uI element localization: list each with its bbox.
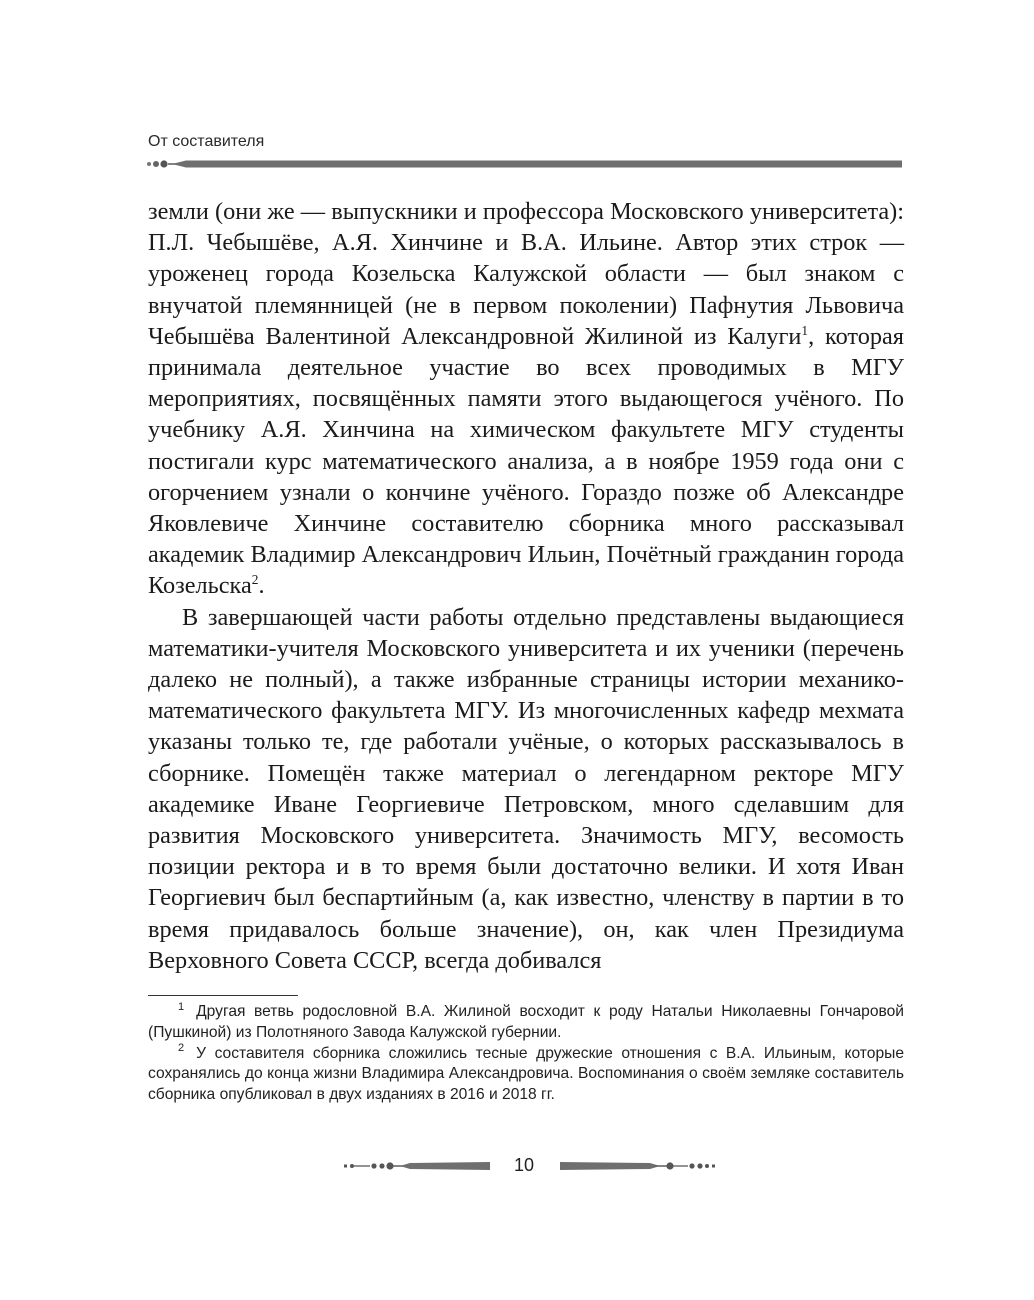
header-ornament-rule [146, 157, 904, 171]
paragraph-1-text-end: . [258, 572, 265, 600]
page-number: 10 [513, 1155, 535, 1175]
page-footer [0, 1155, 1034, 1179]
paragraph-1-text-a: земли (они же — выпускники и профессора Московского университета): П.Л. Чебышёве, А.Я. Хинчине и В.А. Ильине. Автор этих строк — уроженец города Козельска Калужской области — был знаком с внучатой племянницей (не в первом поколении) Пафнутия Львовича Чебышёва Валентиной Александровной Жилиной из Калуги [148, 198, 904, 350]
footnote-1 [148, 1002, 904, 1044]
paragraph-2: В завершающей части работы отдельно представлены выдающиеся математики-учителя Московского университета и их ученики (перечень далеко не полный), а также избранные страницы истории механико-математического факультета МГУ. Из многочисленных кафедр мехмата указаны только те, где работали учёные, о которых рассказывалось в сборнике. Помещён также материал о легендарном ректоре МГУ академике Иване Георгиевиче Петровском, много сделавшим для развития Московского университета. Значимость МГУ, весомость позиции ректора и в то время были достаточно велики. И хотя Иван Георгиевич был беспартийным (а, как известно, членству в партии в то время придавалось больше значение), он, как член Президиума Верховного Совета СССР, всегда добивался [148, 603, 904, 974]
body-text [148, 196, 904, 976]
footnote-ref-2[interactable]: 2 [251, 572, 259, 588]
footer-ornament-right [558, 1159, 716, 1173]
footnote-mark-1: 1 [178, 1000, 185, 1013]
footnotes [148, 1002, 904, 1106]
footnote-1-text: Другая ветвь родословной В.А. Жилиной восходит к роду Натальи Николаевны Гончаровой (Пушкиной) из Полотняного Завода Калужской губернии. [148, 1003, 904, 1041]
footnote-ref-1[interactable]: 1 [801, 322, 809, 338]
footnote-separator [148, 995, 298, 996]
paragraph-1 [148, 196, 904, 602]
running-title: От составителя [148, 133, 265, 150]
paragraph-1-text-b: , которая принимала деятельное участие во всех проводимых в МГУ мероприятиях, посвящённых памяти этого выдающегося учёного. По учебнику А.Я. Хинчина на химическом факультете МГУ студенты постигали курс математического анализа, а в ноябре 1959 года они с огорчением узнали о кончине учёного. Гораздо позже об Александре Яковлевиче Хинчине составителю сборника много рассказывал академик Владимир Александрович Ильин, Почётный гражданин города Козельска [148, 322, 904, 600]
footnote-2-text: У составителя сборника сложились тесные дружеские отношения с В.А. Ильиным, которые сохранялись до конца жизни Владимира Александровича. Воспоминания о своём земляке составитель сборника опубликовал в двух изданиях в 2016 и 2018 гг. [148, 1044, 904, 1104]
footnote-2 [148, 1044, 904, 1106]
footer-ornament-left [344, 1159, 492, 1173]
footnote-mark-2: 2 [178, 1042, 185, 1055]
